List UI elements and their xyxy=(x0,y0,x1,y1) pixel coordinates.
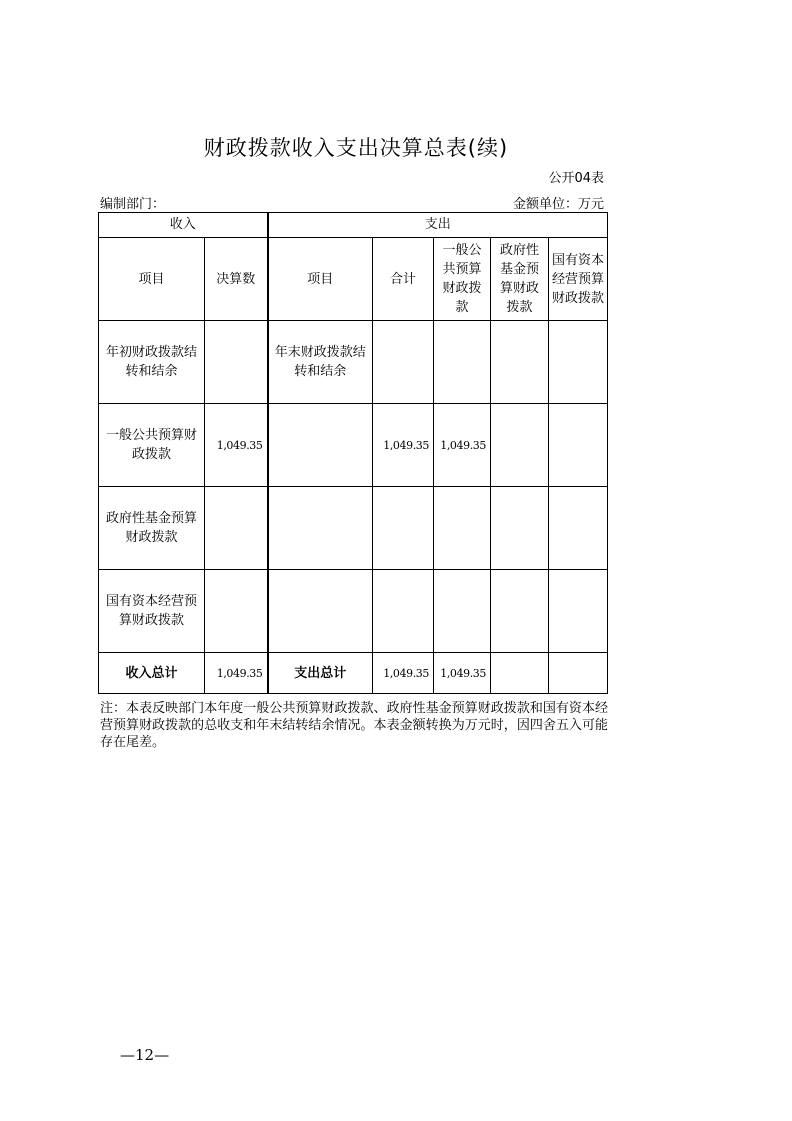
general-cell: 1,049.35 xyxy=(434,404,491,487)
expense-total-value: 1,049.35 xyxy=(373,653,434,694)
general-cell xyxy=(434,487,491,570)
expense-item-cell: 年末财政拨款结转和结余 xyxy=(268,321,373,404)
income-item-cell: 一般公共预算财政拨款 xyxy=(99,404,205,487)
fund-total-value xyxy=(491,653,549,694)
total-cell xyxy=(373,570,434,653)
income-value-cell xyxy=(205,570,268,653)
income-total-label: 收入总计 xyxy=(99,653,205,694)
expense-group-header: 支出 xyxy=(268,213,608,238)
unit-label: 金额单位：万元 xyxy=(512,197,604,212)
state-cell xyxy=(549,570,608,653)
group-header-row xyxy=(99,213,608,238)
state-cell xyxy=(549,487,608,570)
fund-cell xyxy=(491,321,549,404)
col-header-state: 国有资本经营预算财政拨款 xyxy=(549,238,608,321)
income-value-cell: 1,049.35 xyxy=(205,404,268,487)
fund-cell xyxy=(491,570,549,653)
total-cell xyxy=(373,487,434,570)
totals-row xyxy=(99,653,608,694)
state-total-value xyxy=(549,653,608,694)
table-row xyxy=(99,404,608,487)
col-header-final: 决算数 xyxy=(205,238,268,321)
column-header-row xyxy=(99,238,608,321)
total-cell xyxy=(373,321,434,404)
page-number: —12— xyxy=(120,1046,170,1064)
general-cell xyxy=(434,570,491,653)
col-header-total: 合计 xyxy=(373,238,434,321)
table-row xyxy=(99,321,608,404)
total-cell: 1,049.35 xyxy=(373,404,434,487)
expense-total-label: 支出总计 xyxy=(268,653,373,694)
income-group-header: 收入 xyxy=(99,213,268,238)
income-item-cell: 国有资本经营预算财政拨款 xyxy=(99,570,205,653)
state-cell xyxy=(549,321,608,404)
fund-cell xyxy=(491,487,549,570)
col-header-general: 一般公共预算财政拨款 xyxy=(434,238,491,321)
table-row xyxy=(99,570,608,653)
department-label: 编制部门： xyxy=(100,197,166,212)
expense-item-cell xyxy=(268,487,373,570)
table-note: 注：本表反映部门本年度一般公共预算财政拨款、政府性基金预算财政拨款和国有资本经营预算财政拨款的总收支和年末结转结余情况。本表金额转换为万元时，因四舍五入可能存在尾差。 xyxy=(100,701,608,750)
expense-item-cell xyxy=(268,570,373,653)
income-total-value: 1,049.35 xyxy=(205,653,268,694)
income-item-cell: 政府性基金预算财政拨款 xyxy=(99,487,205,570)
income-item-cell: 年初财政拨款结转和结余 xyxy=(99,321,205,404)
col-header-income-item: 项目 xyxy=(99,238,205,321)
general-total-value: 1,049.35 xyxy=(434,653,491,694)
income-value-cell xyxy=(205,321,268,404)
fund-cell xyxy=(491,404,549,487)
state-cell xyxy=(549,404,608,487)
expense-item-cell xyxy=(268,404,373,487)
form-number: 公开04表 xyxy=(548,171,604,186)
appropriation-table xyxy=(98,212,608,694)
income-value-cell xyxy=(205,487,268,570)
col-header-expense-item: 项目 xyxy=(268,238,373,321)
general-cell xyxy=(434,321,491,404)
page-title: 财政拨款收入支出决算总表(续) xyxy=(203,136,509,160)
table-row xyxy=(99,487,608,570)
col-header-fund: 政府性基金预算财政拨款 xyxy=(491,238,549,321)
